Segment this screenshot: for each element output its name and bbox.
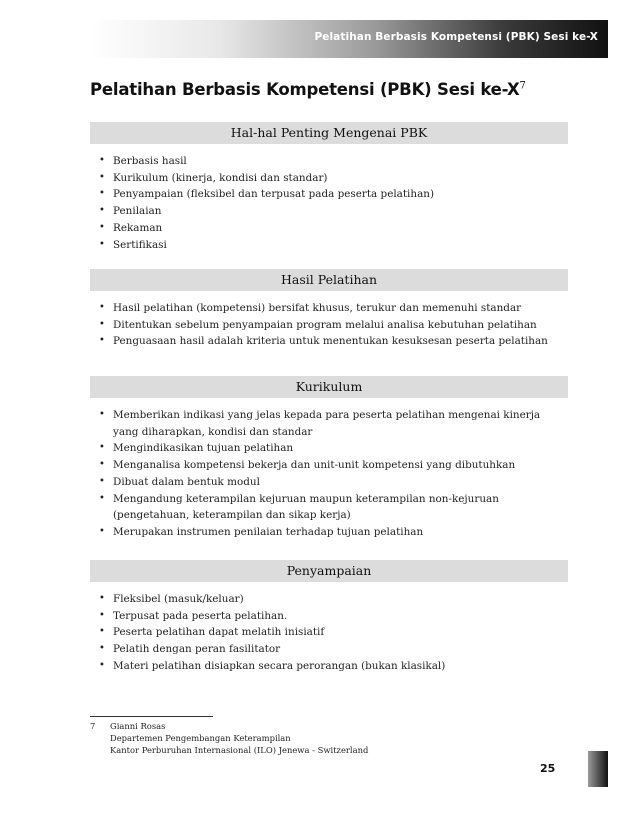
list-item: • Fleksibel (masuk/keluar) [99,593,244,605]
list-item: • Berbasis hasil [99,155,187,167]
footnote-number: 7 [90,721,96,731]
footnote-organization: Kantor Perburuhan Internasional (ILO) Jenewa - Switzerland [110,745,369,755]
page-title-text: Pelatihan Berbasis Kompetensi (PBK) Sesi ke-X [90,80,520,99]
list-item: • Peserta pelatihan dapat melatih inisiatif [99,626,325,639]
list-item: • Penguasaan hasil adalah kriteria untuk menentukan kesuksesan peserta pelatihan [99,335,548,348]
running-header: Pelatihan Berbasis Kompetensi (PBK) Sesi ke-X [314,31,598,43]
footnote-department: Departemen Pengembangan Keterampilan [110,733,291,743]
footnote-author: Gianni Rosas [110,721,166,731]
list-item: • Penilaian [99,205,162,218]
footnote-ref: 7 [519,80,526,92]
list-item: • Penyampaian (fleksibel dan terpusat pada peserta pelatihan) [99,188,435,201]
list-item: • Rekaman [99,221,163,234]
section-hal-penting [90,122,568,253]
list-item: • Mengindikasikan tujuan pelatihan [99,442,294,455]
section-heading: Hasil Pelatihan [90,269,568,291]
footnote-rule [90,716,213,717]
section-heading: Hal-hal Penting Mengenai PBK [90,122,568,144]
list-item: • Materi pelatihan disiapkan secara perorangan (bukan klasikal) [99,659,446,672]
bullet-list [90,407,568,541]
bullet-list [90,153,568,253]
page-number: 25 [540,762,556,775]
page-number-band [588,751,608,787]
list-item: • Hasil pelatihan (kompetensi) bersifat khusus, terukur dan memenuhi standar [99,302,522,314]
section-penyampaian [90,560,568,675]
bullet-list [90,300,568,350]
footnote [90,720,368,756]
section-heading: Kurikulum [90,376,568,398]
section-kurikulum [90,376,568,541]
list-item: • Merupakan instrumen penilaian terhadap tujuan pelatihan [99,525,424,538]
list-item: • Pelatih dengan peran fasilitator [99,643,281,656]
list-item: • Mengandung keterampilan kejuruan maupun keterampilan non-kejuruan (pengetahuan, keterampilan dan sikap kerja) [99,492,499,522]
list-item: • Terpusat pada peserta pelatihan. [99,609,288,622]
list-item: • Sertifikasi [99,238,167,251]
section-hasil-pelatihan [90,269,568,350]
list-item: • Menganalisa kompetensi bekerja dan unit-unit kompetensi yang dibutuhkan [99,459,516,472]
list-item: • Memberikan indikasi yang jelas kepada para peserta pelatihan mengenai kinerja yang diharapkan, kondisi dan standar [99,409,541,438]
list-item: • Kurikulum (kinerja, kondisi dan standar) [99,171,328,184]
section-heading: Penyampaian [90,560,568,582]
page-title [90,80,526,99]
list-item: • Ditentukan sebelum penyampaian program melalui analisa kebutuhan pelatihan [99,318,537,331]
list-item: • Dibuat dalam bentuk modul [99,475,260,488]
bullet-list [90,591,568,675]
